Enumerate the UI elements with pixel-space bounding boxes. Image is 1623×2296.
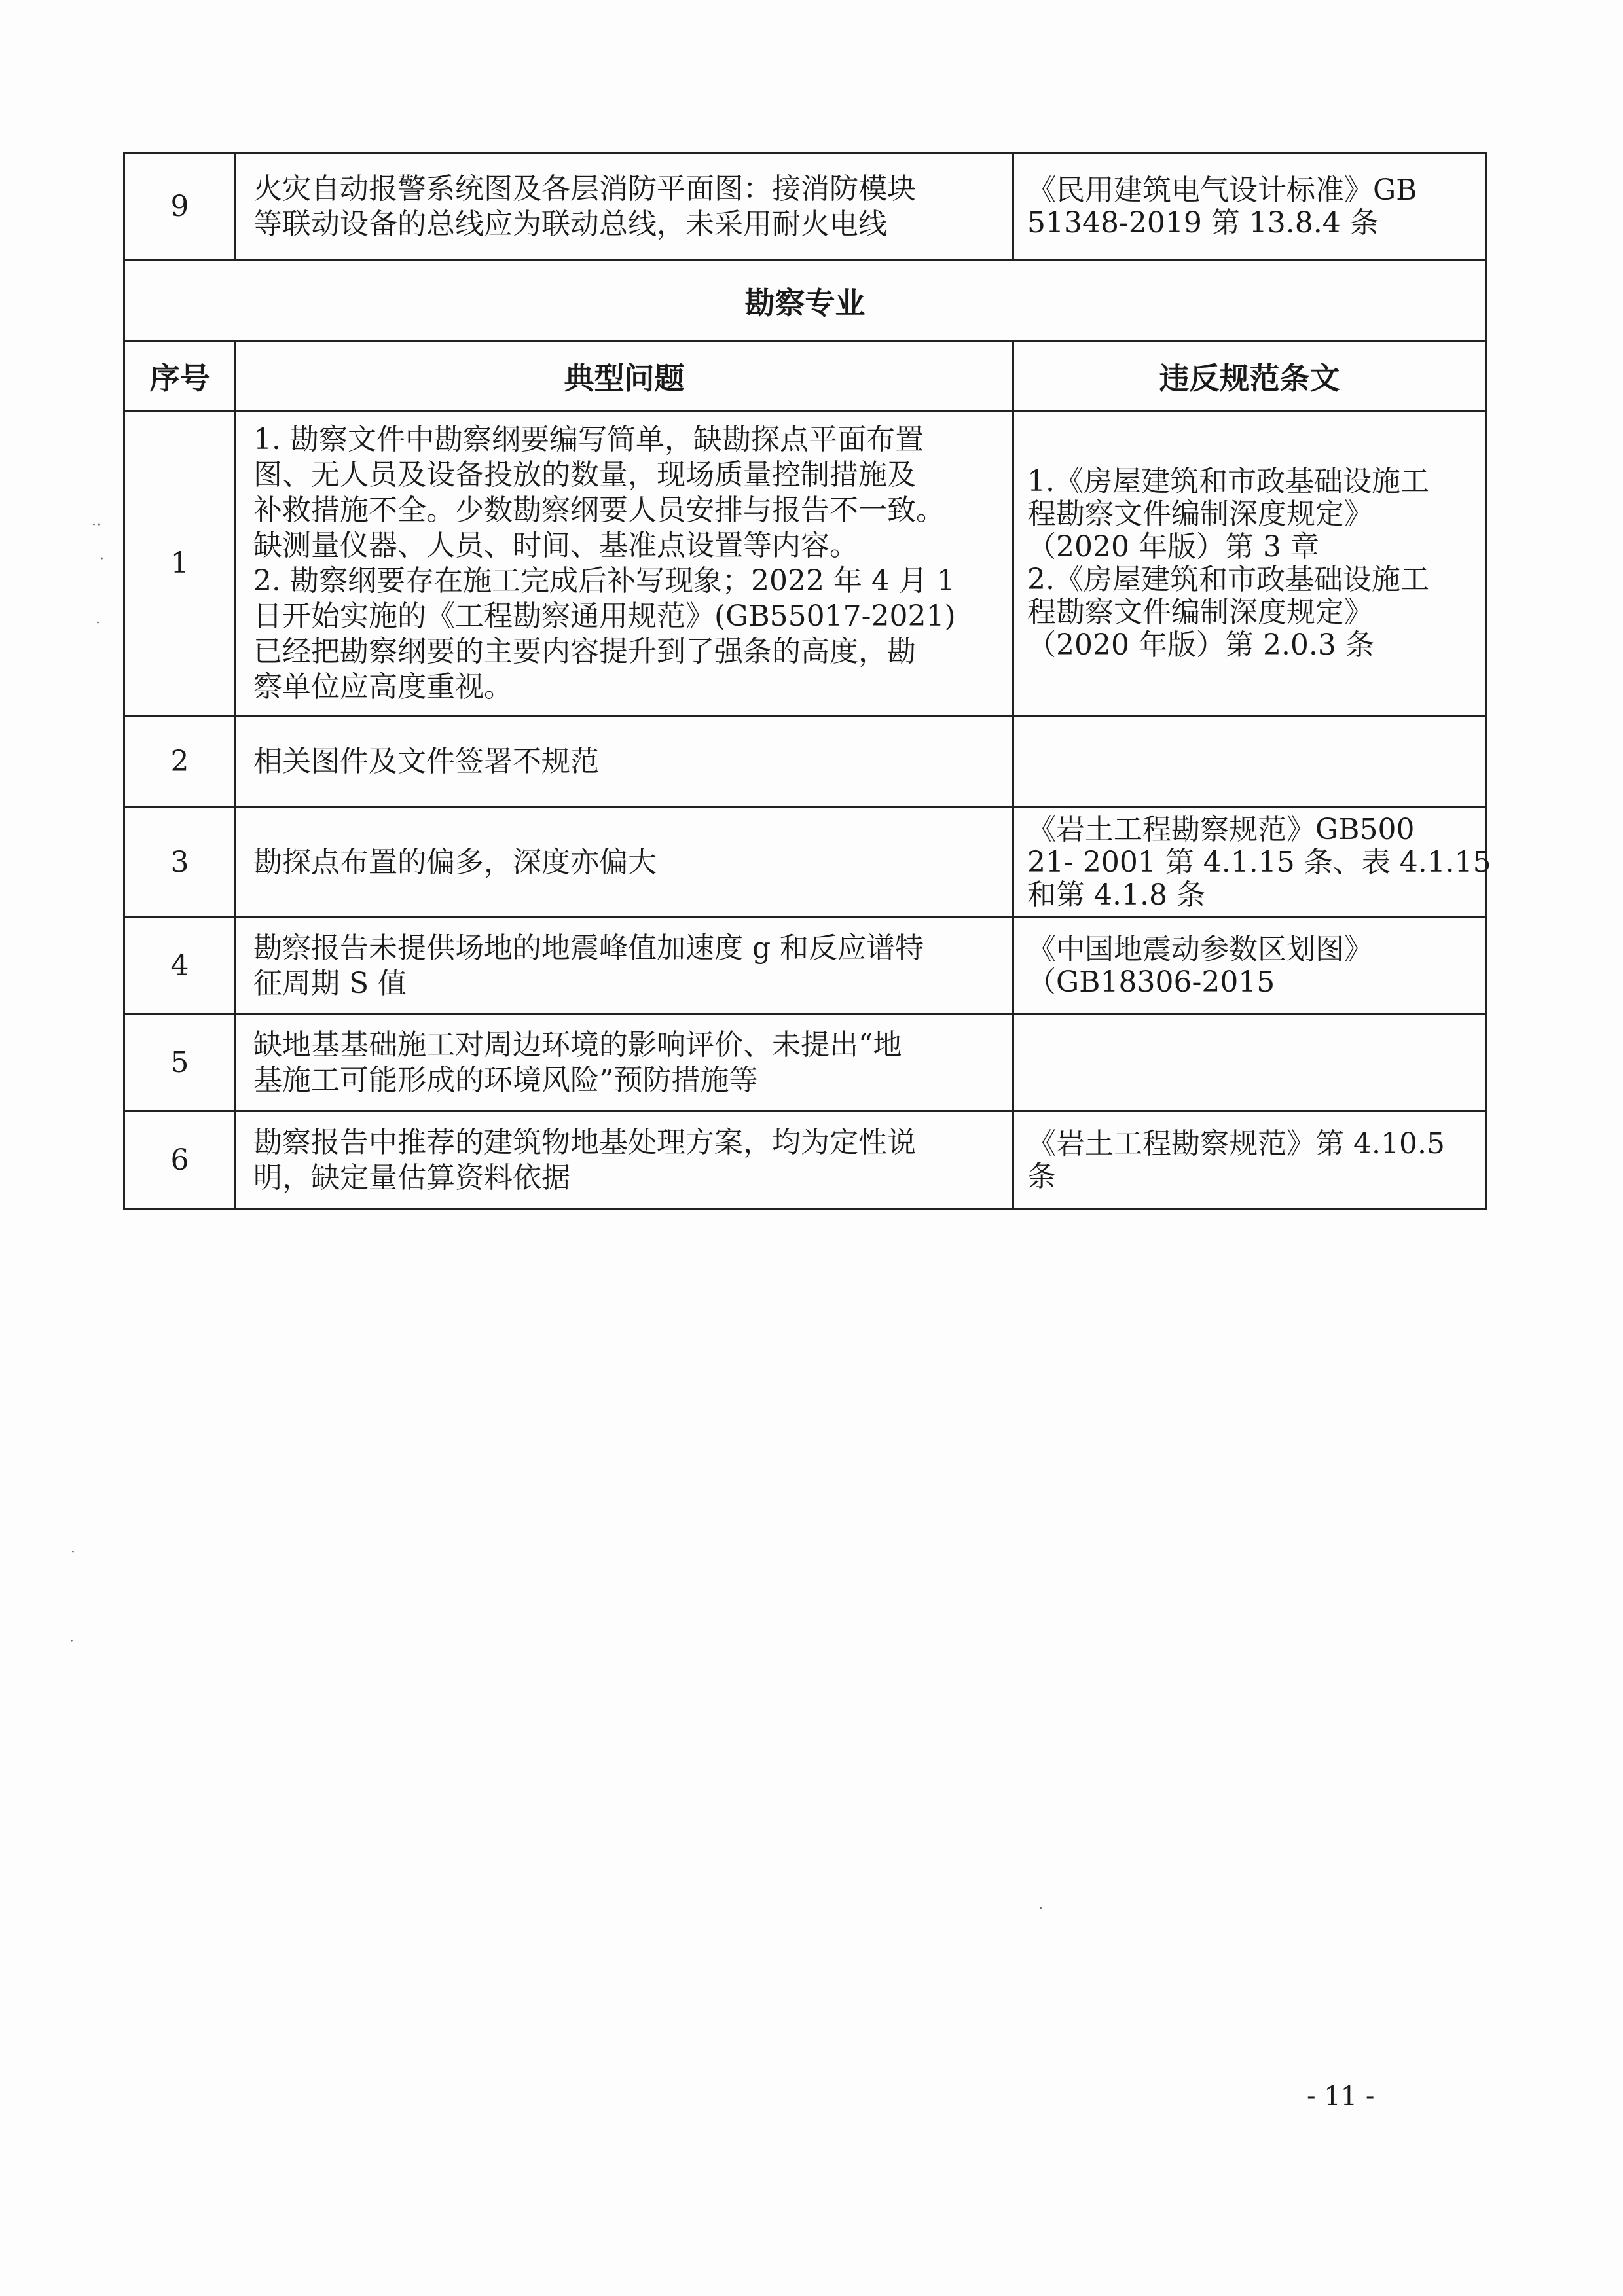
table-row: [124, 716, 1486, 808]
issue-cell: [236, 1111, 1013, 1210]
header-reference: 违反规范条文: [1013, 342, 1486, 411]
reference-line: 51348-2019 第 13.8.4 条: [1027, 206, 1379, 240]
issue-line: 已经把勘察纲要的主要内容提升到了强条的高度，勘: [253, 634, 916, 668]
section-title: 勘察专业: [124, 260, 1486, 342]
reference-line: 21- 2001 第 4.1.15 条、表 4.1.15: [1027, 845, 1491, 879]
row-number: 6: [124, 1111, 236, 1210]
issue-line: 等联动设备的总线应为联动总线，未采用耐火电线: [253, 207, 887, 241]
table-row: [124, 1014, 1486, 1111]
reference-line: 条: [1027, 1159, 1056, 1193]
scan-speck: ··: [92, 517, 101, 533]
row-number: 5: [124, 1014, 236, 1111]
scan-speck: ·: [1038, 1901, 1043, 1917]
issue-cell: [236, 411, 1013, 716]
issue-line: 勘察报告中推荐的建筑物地基处理方案，均为定性说: [253, 1125, 916, 1159]
issue-line: 勘察报告未提供场地的地震峰值加速度 g 和反应谱特: [253, 931, 924, 965]
issue-cell: [236, 1014, 1013, 1111]
reference-line: 《岩土工程勘察规范》GB500: [1027, 812, 1415, 846]
reference-line: 《岩土工程勘察规范》第 4.10.5: [1027, 1126, 1445, 1160]
header-row: [124, 342, 1486, 411]
issue-line: 火灾自动报警系统图及各层消防平面图：接消防模块: [253, 171, 916, 206]
issue-line: 缺地基基础施工对周边环境的影响评价、未提出“地: [253, 1028, 902, 1062]
issue-line: 基施工可能形成的环境风险”预防措施等: [253, 1063, 758, 1097]
reference-cell: [1013, 808, 1491, 918]
issue-cell: [236, 153, 1013, 260]
page-number: - 11 -: [1307, 2081, 1375, 2111]
issue-line: 征周期 S 值: [253, 966, 407, 1000]
issue-line: 相关图件及文件签署不规范: [253, 744, 599, 778]
reference-cell: [1013, 1014, 1486, 1111]
table-row: [124, 808, 1486, 918]
reference-line: （2020 年版）第 2.0.3 条: [1027, 628, 1374, 662]
reference-cell: [1013, 411, 1486, 716]
reference-line: 程勘察文件编制深度规定》: [1027, 595, 1373, 629]
reference-line: 《中国地震动参数区划图》: [1027, 932, 1373, 966]
row-number: 9: [124, 153, 236, 260]
row-number: 3: [124, 808, 236, 918]
section-row: [124, 260, 1486, 342]
issue-line: 缺测量仪器、人员、时间、基准点设置等内容。: [253, 528, 858, 562]
reference-line: 1.《房屋建筑和市政基础设施工: [1027, 464, 1429, 498]
reference-line: 程勘察文件编制深度规定》: [1027, 497, 1373, 531]
header-issue: 典型问题: [236, 342, 1013, 411]
standards-issue-table: [123, 152, 1491, 1210]
row-number: 4: [124, 918, 236, 1014]
issue-line: 图、无人员及设备投放的数量，现场质量控制措施及: [253, 457, 916, 492]
scan-speck: ·: [71, 1545, 75, 1561]
scan-speck: ·: [100, 551, 104, 567]
reference-line: （2020 年版）第 3 章: [1027, 529, 1319, 564]
row-number: 1: [124, 411, 236, 716]
issue-line: 勘探点布置的偏多，深度亦偏大: [253, 845, 657, 879]
reference-line: 《民用建筑电气设计标准》GB: [1027, 173, 1417, 207]
issue-cell: [236, 716, 1013, 808]
reference-cell: [1013, 153, 1486, 260]
table-row: [124, 918, 1486, 1014]
issue-line: 补救措施不全。少数勘察纲要人员安排与报告不一致。: [253, 493, 945, 527]
row-number: 2: [124, 716, 236, 808]
table-row: [124, 1111, 1486, 1210]
reference-cell: [1013, 1111, 1486, 1210]
issue-line: 察单位应高度重视。: [253, 670, 513, 704]
reference-line: （GB18306-2015: [1027, 965, 1275, 999]
issue-line: 日开始实施的《工程勘察通用规范》(GB55017-2021): [253, 599, 956, 633]
issue-line: 1. 勘察文件中勘察纲要编写简单，缺勘探点平面布置: [253, 422, 924, 456]
issue-cell: [236, 918, 1013, 1014]
reference-line: 2.《房屋建筑和市政基础设施工: [1027, 562, 1429, 596]
issue-line: 明，缺定量估算资料依据: [253, 1160, 570, 1194]
header-number: 序号: [124, 342, 236, 411]
reference-line: 和第 4.1.8 条: [1027, 878, 1205, 912]
scan-speck: ·: [69, 1634, 74, 1650]
reference-cell: [1013, 918, 1486, 1014]
issue-cell: [236, 808, 1013, 918]
reference-cell: [1013, 716, 1486, 808]
table-row: [124, 411, 1486, 716]
scan-speck: ·: [96, 615, 100, 632]
issue-line: 2. 勘察纲要存在施工完成后补写现象；2022 年 4 月 1: [253, 564, 955, 598]
table-row: [124, 153, 1486, 260]
